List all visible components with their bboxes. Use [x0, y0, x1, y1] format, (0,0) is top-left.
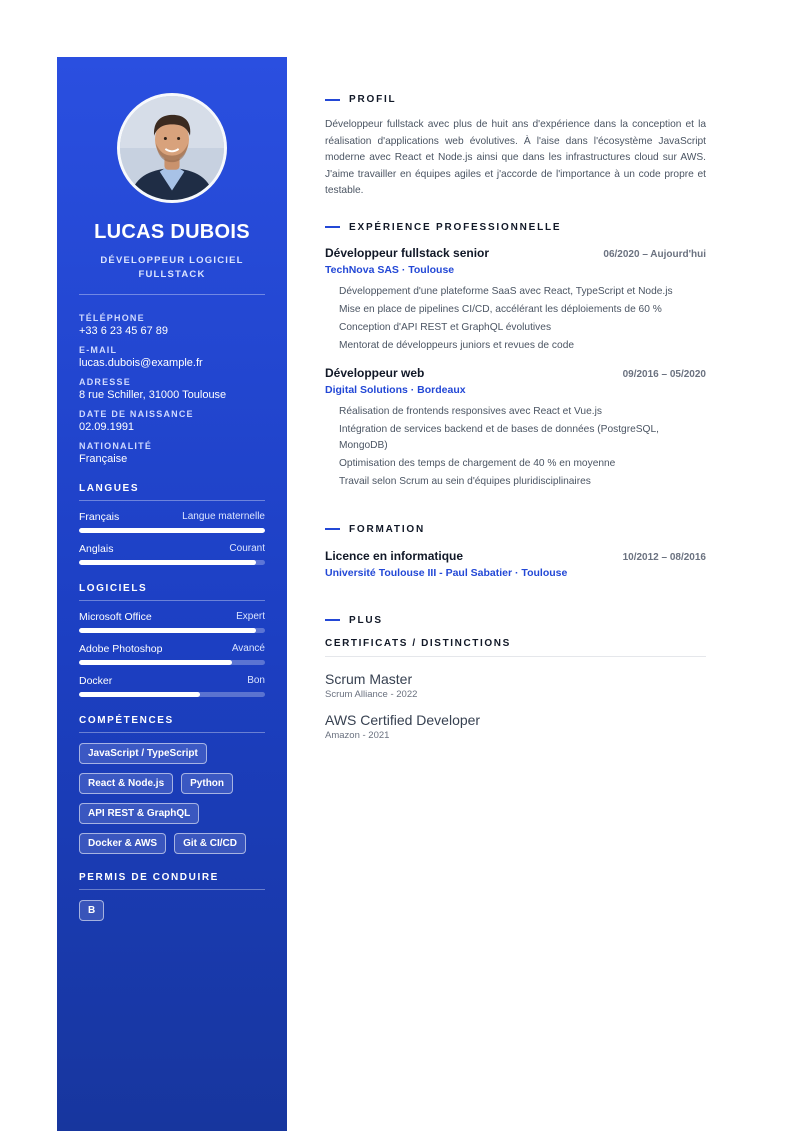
heading-dash [325, 99, 340, 101]
level-bar-track [79, 560, 265, 565]
license-tag: B [79, 900, 104, 921]
profile-photo [120, 96, 224, 200]
heading-dash [325, 528, 340, 530]
job-company: TechNova SAS · Toulouse [325, 263, 455, 276]
job-bullet: Conception d'API REST et GraphQL évolutives [339, 321, 552, 333]
contact-value: +33 6 23 45 67 89 [79, 325, 168, 337]
contact-label: E-MAIL [79, 345, 118, 355]
profile-heading: PROFIL [349, 94, 397, 105]
section-heading [325, 94, 706, 105]
certificate-item [325, 712, 706, 741]
job-bullet: Travail selon Scrum au sein d'équipes pluridisciplinaires [339, 475, 591, 487]
extra-heading: PLUS [349, 614, 383, 626]
skills-heading: COMPÉTENCES [79, 715, 265, 733]
software-item [79, 611, 265, 633]
certificates-subheading: CERTIFICATS / DISTINCTIONS [325, 638, 706, 657]
language-item [79, 511, 265, 533]
language-level: Courant [229, 543, 265, 554]
level-bar-track [79, 528, 265, 533]
software-level: Expert [236, 611, 265, 622]
level-bar-fill [79, 692, 200, 697]
skill-tag: Python [181, 773, 233, 794]
experience-heading: EXPÉRIENCE PROFESSIONNELLE [349, 221, 562, 233]
contact-label: DATE DE NAISSANCE [79, 409, 194, 419]
divider [79, 294, 265, 295]
language-name: Anglais [79, 543, 114, 555]
avatar [117, 93, 227, 203]
person-job-title: DÉVELOPPEUR LOGICIEL FULLSTACK [100, 255, 244, 280]
software-name: Adobe Photoshop [79, 643, 163, 655]
contact-item-email [79, 345, 265, 369]
contact-item-phone [79, 313, 265, 337]
certificate-detail: Scrum Alliance - 2022 [325, 688, 418, 700]
software-name: Docker [79, 675, 113, 687]
person-name: LUCAS DUBOIS [94, 221, 250, 243]
contact-value: 02.09.1991 [79, 421, 135, 433]
job-company: Digital Solutions · Bordeaux [325, 383, 466, 396]
level-bar-track [79, 628, 265, 633]
job-dates: 09/2016 – 05/2020 [622, 368, 706, 380]
contact-value: lucas.dubois@example.fr [79, 357, 203, 369]
job-bullet-list [325, 404, 706, 490]
level-bar-fill [79, 560, 256, 565]
software-item [79, 675, 265, 697]
software-level: Bon [247, 675, 265, 686]
contact-label: ADRESSE [79, 377, 131, 387]
profile-section [325, 94, 706, 200]
skill-tag: JavaScript / TypeScript [79, 743, 207, 764]
software-name: Microsoft Office [79, 611, 152, 623]
section-heading [325, 615, 706, 626]
degree-title: Licence en informatique [325, 548, 464, 563]
main-content [325, 94, 706, 741]
sidebar [57, 57, 287, 1131]
level-bar-track [79, 692, 265, 697]
extra-section [325, 615, 706, 741]
certificate-detail: Amazon - 2021 [325, 729, 390, 741]
job-bullet: Réalisation de frontends responsives avec React et Vue.js [339, 405, 602, 417]
language-name: Français [79, 511, 120, 523]
level-bar-fill [79, 628, 256, 633]
certificate-title: AWS Certified Developer [325, 711, 481, 728]
job-bullet: Intégration de services backend et de bases de données (PostgreSQL, MongoDB) [339, 423, 659, 451]
certificate-item [325, 671, 706, 700]
level-bar-fill [79, 660, 232, 665]
language-item [79, 543, 265, 565]
job-title: Développeur fullstack senior [325, 245, 490, 260]
heading-dash [325, 226, 340, 228]
skill-tag: API REST & GraphQL [79, 803, 199, 824]
contact-label: TÉLÉPHONE [79, 313, 145, 323]
experience-section [325, 222, 706, 490]
heading-dash [325, 619, 340, 621]
skills-tag-list [79, 743, 265, 854]
profile-text: Développeur fullstack avec plus de huit ans d'expérience dans la conception et la réalisation d'applications web évolutives. À l'aise dans l'écosystème JavaScript moderne avec React et Node.js ainsi que dans les infrastructures cloud sur AWS. J'aime travailler en équipes agiles et j'accorde de l'importance à un code propre et testable. [325, 119, 706, 196]
skill-tag: Git & CI/CD [174, 833, 246, 854]
education-section [325, 524, 706, 579]
contact-value: Française [79, 453, 128, 465]
contact-value: 8 rue Schiller, 31000 Toulouse [79, 389, 227, 401]
job-title: Développeur web [325, 365, 425, 380]
section-heading [325, 524, 706, 535]
job-bullet: Développement d'une plateforme SaaS avec React, TypeScript et Node.js [339, 285, 673, 297]
school-name: Université Toulouse III - Paul Sabatier · Toulouse [325, 566, 568, 579]
skill-tag: Docker & AWS [79, 833, 166, 854]
languages-heading: LANGUES [79, 483, 265, 501]
job-entry [325, 366, 706, 490]
contact-item-address [79, 377, 265, 401]
software-item [79, 643, 265, 665]
job-entry [325, 246, 706, 354]
job-bullet: Mentorat de développeurs juniors et revues de code [339, 339, 575, 351]
license-tag-list [79, 900, 265, 921]
certificate-title: Scrum Master [325, 670, 413, 687]
software-heading: LOGICIELS [79, 583, 265, 601]
contact-item-nationality [79, 441, 265, 465]
language-level: Langue maternelle [182, 511, 265, 522]
contact-item-birthdate [79, 409, 265, 433]
contact-label: NATIONALITÉ [79, 441, 153, 451]
education-dates: 10/2012 – 08/2016 [622, 551, 706, 563]
section-heading [325, 222, 706, 233]
license-heading: PERMIS DE CONDUIRE [79, 872, 265, 890]
job-bullet: Optimisation des temps de chargement de 40 % en moyenne [339, 457, 616, 469]
software-level: Avancé [231, 643, 265, 654]
job-bullet-list [325, 284, 706, 354]
job-bullet: Mise en place de pipelines CI/CD, accélérant les déploiements de 60 % [339, 303, 662, 315]
education-entry [325, 549, 706, 579]
education-heading: FORMATION [349, 523, 426, 535]
skill-tag: React & Node.js [79, 773, 173, 794]
level-bar-fill [79, 528, 265, 533]
job-dates: 06/2020 – Aujourd'hui [603, 248, 706, 260]
level-bar-track [79, 660, 265, 665]
contact-list [79, 313, 265, 465]
